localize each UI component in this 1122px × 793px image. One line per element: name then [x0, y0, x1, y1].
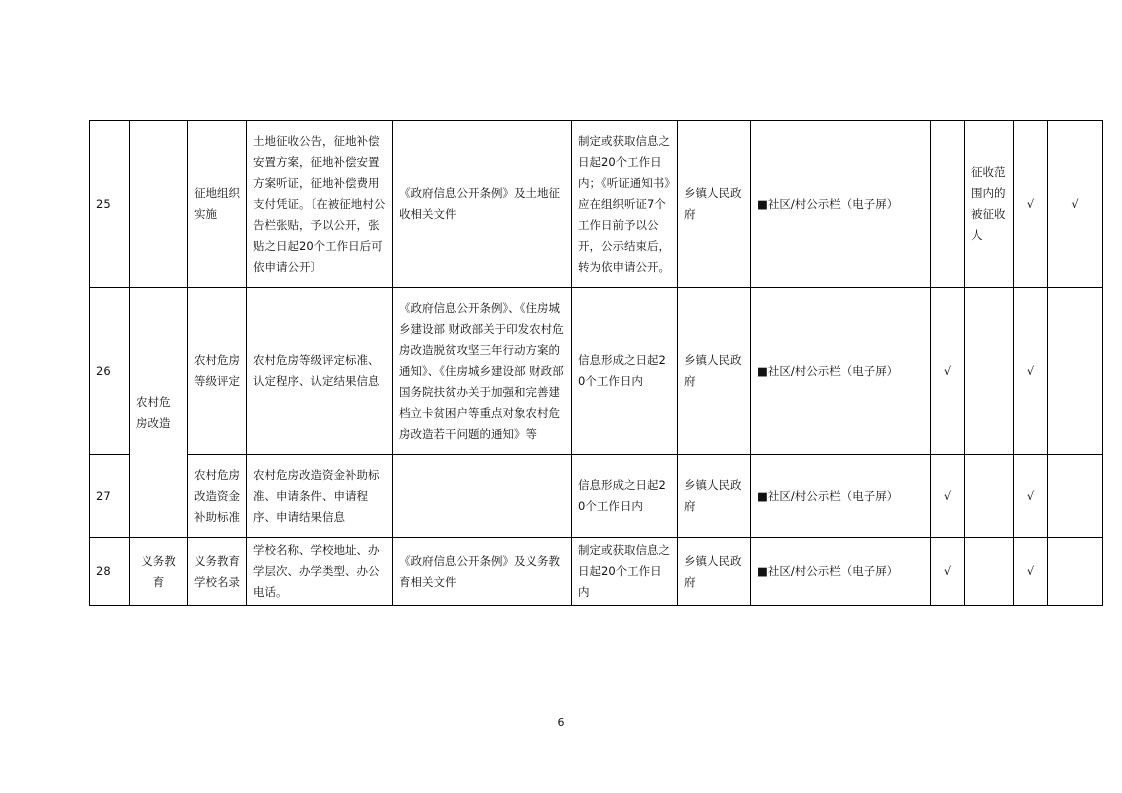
time-limit-cell: 制定或获取信息之日起20个工作日内；《听证通知书》应在组织听证7个工作日前予以公开，公示结束后，转为依申请公开。 — [572, 121, 678, 288]
scope-specific-cell — [965, 538, 1014, 606]
disclosure-table — [89, 120, 1103, 606]
item-cell: 征地组织实施 — [188, 121, 247, 288]
basis-cell: 《政府信息公开条例》及土地征收相关文件 — [393, 121, 572, 288]
channel-cell: ■社区/村公示栏（电子屏） — [751, 121, 931, 288]
item-cell: 农村危房改造资金补助标准 — [188, 455, 247, 538]
table-row-25 — [90, 121, 1103, 288]
row-number: 27 — [90, 455, 130, 538]
on-request-check: √ — [1048, 121, 1103, 288]
scope-specific-cell — [965, 288, 1014, 455]
scope-society-check: √ — [931, 538, 965, 606]
scope-specific-cell — [965, 455, 1014, 538]
active-check: √ — [1014, 288, 1048, 455]
category-cell: 义务教育 — [130, 538, 188, 606]
time-limit-cell: 制定或获取信息之日起20个工作日内 — [572, 538, 678, 606]
content-cell: 学校名称、学校地址、办学层次、办学类型、办公电话。 — [247, 538, 393, 606]
scope-society-check: √ — [931, 455, 965, 538]
on-request-check — [1048, 538, 1103, 606]
scope-society-check: √ — [931, 288, 965, 455]
basis-cell: 《政府信息公开条例》及义务教育相关文件 — [393, 538, 572, 606]
subject-cell: 乡镇人民政府 — [678, 121, 751, 288]
content-cell: 农村危房等级评定标准、认定程序、认定结果信息 — [247, 288, 393, 455]
content-cell: 农村危房改造资金补助标准、申请条件、申请程序、申请结果信息 — [247, 455, 393, 538]
row-number: 28 — [90, 538, 130, 606]
channel-cell: ■社区/村公示栏（电子屏） — [751, 538, 931, 606]
row-number: 25 — [90, 121, 130, 288]
basis-cell: 《政府信息公开条例》、《住房城乡建设部 财政部关于印发农村危房改造脱贫攻坚三年行动方案的通知》、《住房城乡建设部 财政部 国务院扶贫办关于加强和完善建档立卡贫困户等重点对象农村危房改造若干问题的通知》等 — [393, 288, 572, 455]
table-row-27 — [90, 455, 1103, 538]
scope-specific-cell: 征收范围内的被征收人 — [965, 121, 1014, 288]
table-row-28 — [90, 538, 1103, 606]
category-cell — [130, 121, 188, 288]
time-limit-cell: 信息形成之日起20个工作日内 — [572, 288, 678, 455]
page-number: 6 — [557, 716, 565, 729]
on-request-check — [1048, 455, 1103, 538]
subject-cell: 乡镇人民政府 — [678, 455, 751, 538]
active-check: √ — [1014, 121, 1048, 288]
active-check: √ — [1014, 455, 1048, 538]
content-cell: 土地征收公告，征地补偿安置方案，征地补偿安置方案听证，征地补偿费用支付凭证。〔在被征地村公告栏张贴，予以公开，张贴之日起20个工作日后可依申请公开〕 — [247, 121, 393, 288]
scope-society-check — [931, 121, 965, 288]
active-check: √ — [1014, 538, 1048, 606]
table-row-26 — [90, 288, 1103, 455]
channel-cell: ■社区/村公示栏（电子屏） — [751, 288, 931, 455]
on-request-check — [1048, 288, 1103, 455]
channel-cell: ■社区/村公示栏（电子屏） — [751, 455, 931, 538]
item-cell: 义务教育学校名录 — [188, 538, 247, 606]
time-limit-cell: 信息形成之日起20个工作日内 — [572, 455, 678, 538]
row-number: 26 — [90, 288, 130, 455]
item-cell: 农村危房等级评定 — [188, 288, 247, 455]
subject-cell: 乡镇人民政府 — [678, 538, 751, 606]
subject-cell: 乡镇人民政府 — [678, 288, 751, 455]
basis-cell — [393, 455, 572, 538]
category-cell-merged: 农村危房改造 — [130, 288, 188, 538]
